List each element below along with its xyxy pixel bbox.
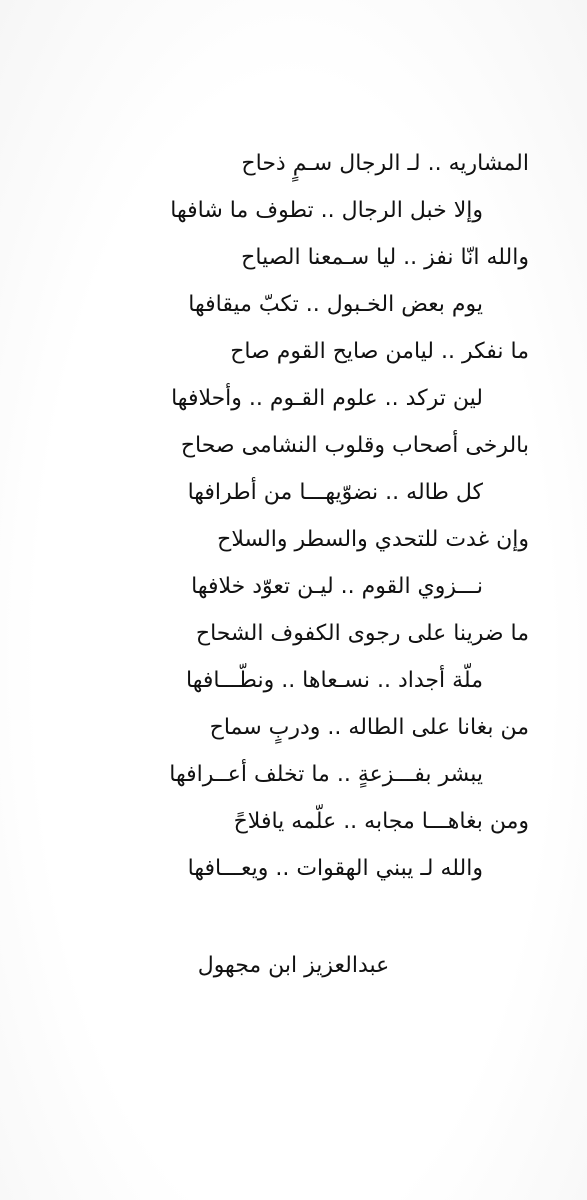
poem-line: كل طاله .. نضوّيهـــا من أطرافها [187,480,483,505]
poem-line: والله لـ يبني الهقوات .. ويعـــافها [187,856,483,881]
poem-line: نـــزوي القوم .. ليـن تعوّد خلافها [191,574,483,599]
poem-line: بالرخى أصحاب وقلوب النشامى صحاح [180,433,529,458]
poem-line: والله انّا نفز .. ليا سـمعنا الصياح [241,245,529,270]
poet-signature: عبدالعزيز ابن مجهول [197,953,390,978]
poem-line: ما ضرينا على رجوى الكفوف الشحاح [195,621,529,646]
poem-verses [49,148,529,900]
poem-line: لين تركد .. علوم القـوم .. وأحلافها [171,386,483,411]
poem-line: من بغانا على الطاله .. ودربٍ سماح [209,715,529,740]
poem-line: وإن غدت للتحدي والسطر والسلاح [217,527,529,552]
poem-line: يوم بعض الخـبول .. تكبّ ميقافها [188,292,483,317]
poem-line: ما نفكر .. ليامن صايح القوم صاح [230,339,529,364]
poem-line: المشاريه .. لـ الرجال سـمٍ ذحاح [241,151,529,176]
poem-line: ومن بغاهـــا مجابه .. علّمه يافلاحً [233,809,529,834]
poem-line: وإلا خبل الرجال .. تطوف ما شافها [170,198,483,223]
poem-line: ملّة أجداد .. نسـعاها .. ونطّـــافها [186,668,483,693]
poem-line: يبشر بفـــزعةٍ .. ما تخلف أعــرافها [169,762,483,787]
